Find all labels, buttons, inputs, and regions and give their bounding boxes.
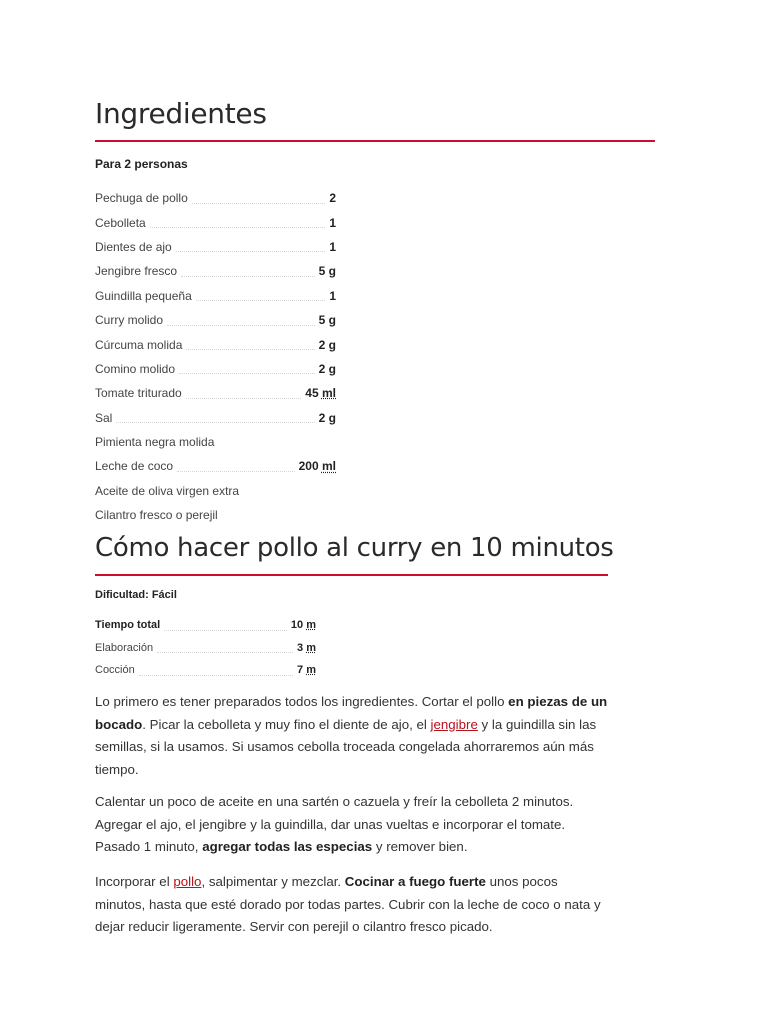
servings-label: Para 2 personas [95, 157, 188, 171]
dot-leader [139, 675, 293, 676]
ingredient-name: Cebolleta [95, 215, 146, 230]
time-label: Cocción [95, 664, 135, 677]
ingredients-title: Ingredientes [95, 97, 267, 130]
dot-leader [177, 471, 295, 472]
ingredient-row [95, 308, 336, 332]
ingredient-qty: 1 [329, 288, 336, 303]
dot-leader [196, 300, 326, 301]
ingredient-list [95, 186, 336, 527]
ingredient-name: Cilantro fresco o perejil [95, 508, 218, 523]
time-value: 10 m [290, 619, 316, 632]
ingredient-name: Aceite de oliva virgen extra [95, 483, 240, 498]
ingredient-row [95, 186, 336, 210]
dot-leader [150, 227, 326, 228]
ingredient-row [95, 357, 336, 381]
dot-leader [164, 630, 287, 631]
ingredient-row [95, 259, 336, 283]
ingredient-name: Pechuga de pollo [95, 191, 188, 206]
ingredient-row [95, 210, 336, 234]
ingredient-name: Cúrcuma molida [95, 337, 183, 352]
ingredient-row [95, 284, 336, 308]
method-title: Cómo hacer pollo al curry en 10 minutos [95, 533, 614, 563]
title-divider [95, 140, 655, 142]
ingredient-name: Guindilla pequeña [95, 288, 192, 303]
dot-leader [181, 276, 315, 277]
ingredient-qty: 2 g [318, 337, 336, 352]
ingredient-qty: 2 g [318, 361, 336, 376]
ingredient-name: Pimienta negra molida [95, 435, 215, 450]
ingredient-qty: 1 [329, 239, 336, 254]
time-row-prep [95, 637, 316, 660]
ingredient-row [95, 454, 336, 478]
title-divider [95, 574, 608, 576]
ingredient-row [95, 430, 336, 454]
step-paragraph-1: Lo primero es tener preparados todos los ingredientes. Cortar el pollo en piezas de un bocado. Picar la cebolleta y muy fino el diente de ajo, el jengibre y la guindilla sin las semillas, si la usamos. Si usamos cebolla troceada congelada ahorraremos aún más tiempo. [95, 694, 608, 777]
dot-leader [157, 652, 293, 653]
dot-leader [186, 349, 314, 350]
time-label: Elaboración [95, 641, 154, 654]
ingredient-name: Tomate triturado [95, 386, 182, 401]
difficulty-label: Dificultad: Fácil [95, 589, 177, 601]
time-row-total [95, 614, 316, 637]
ingredient-name: Jengibre fresco [95, 264, 178, 279]
dot-leader [192, 203, 326, 204]
time-label: Tiempo total [95, 619, 161, 632]
ingredient-row [95, 479, 336, 503]
ingredient-name: Sal [95, 410, 113, 425]
dot-leader [186, 398, 302, 399]
ingredient-name: Leche de coco [95, 459, 174, 474]
ingredient-name: Dientes de ajo [95, 239, 172, 254]
dot-leader [179, 373, 315, 374]
ingredient-qty: 2 [329, 191, 336, 206]
dot-leader [167, 325, 315, 326]
step-paragraph-3: Incorporar el pollo, salpimentar y mezclar. Cocinar a fuego fuerte unos pocos minutos, hasta que esté dorado por todas partes. Cubrir con la leche de coco o nata y dejar reducir ligeramente. Servir con perejil o cilantro fresco picado. [95, 874, 601, 934]
ingredient-row [95, 381, 336, 405]
ingredient-qty: 5 g [318, 313, 336, 328]
dot-leader [176, 251, 326, 252]
time-value: 7 m [297, 664, 316, 677]
ingredient-row [95, 503, 336, 527]
ingredient-qty: 2 g [318, 410, 336, 425]
ingredient-qty: 45 ml [305, 386, 336, 401]
dot-leader [116, 422, 314, 423]
step-paragraph-2: Calentar un poco de aceite en una sartén o cazuela y freír la cebolleta 2 minutos. Agregar el ajo, el jengibre y la guindilla, dar unas vueltas e incorporar el tomate. Pasado 1 minuto, agregar todas las especias y remover bien. [95, 794, 574, 854]
ingredient-qty: 5 g [318, 264, 336, 279]
ingredient-row [95, 235, 336, 259]
time-value: 3 m [297, 641, 316, 654]
time-table [95, 614, 316, 682]
ingredient-name: Curry molido [95, 313, 164, 328]
chicken-link[interactable]: pollo [173, 874, 202, 889]
ingredient-qty: 1 [329, 215, 336, 230]
ingredient-row [95, 332, 336, 356]
ingredient-qty: 200 ml [298, 459, 336, 474]
ingredient-name: Comino molido [95, 361, 176, 376]
time-row-cook [95, 659, 316, 682]
ingredient-row [95, 406, 336, 430]
ginger-link[interactable]: jengibre [430, 716, 478, 732]
